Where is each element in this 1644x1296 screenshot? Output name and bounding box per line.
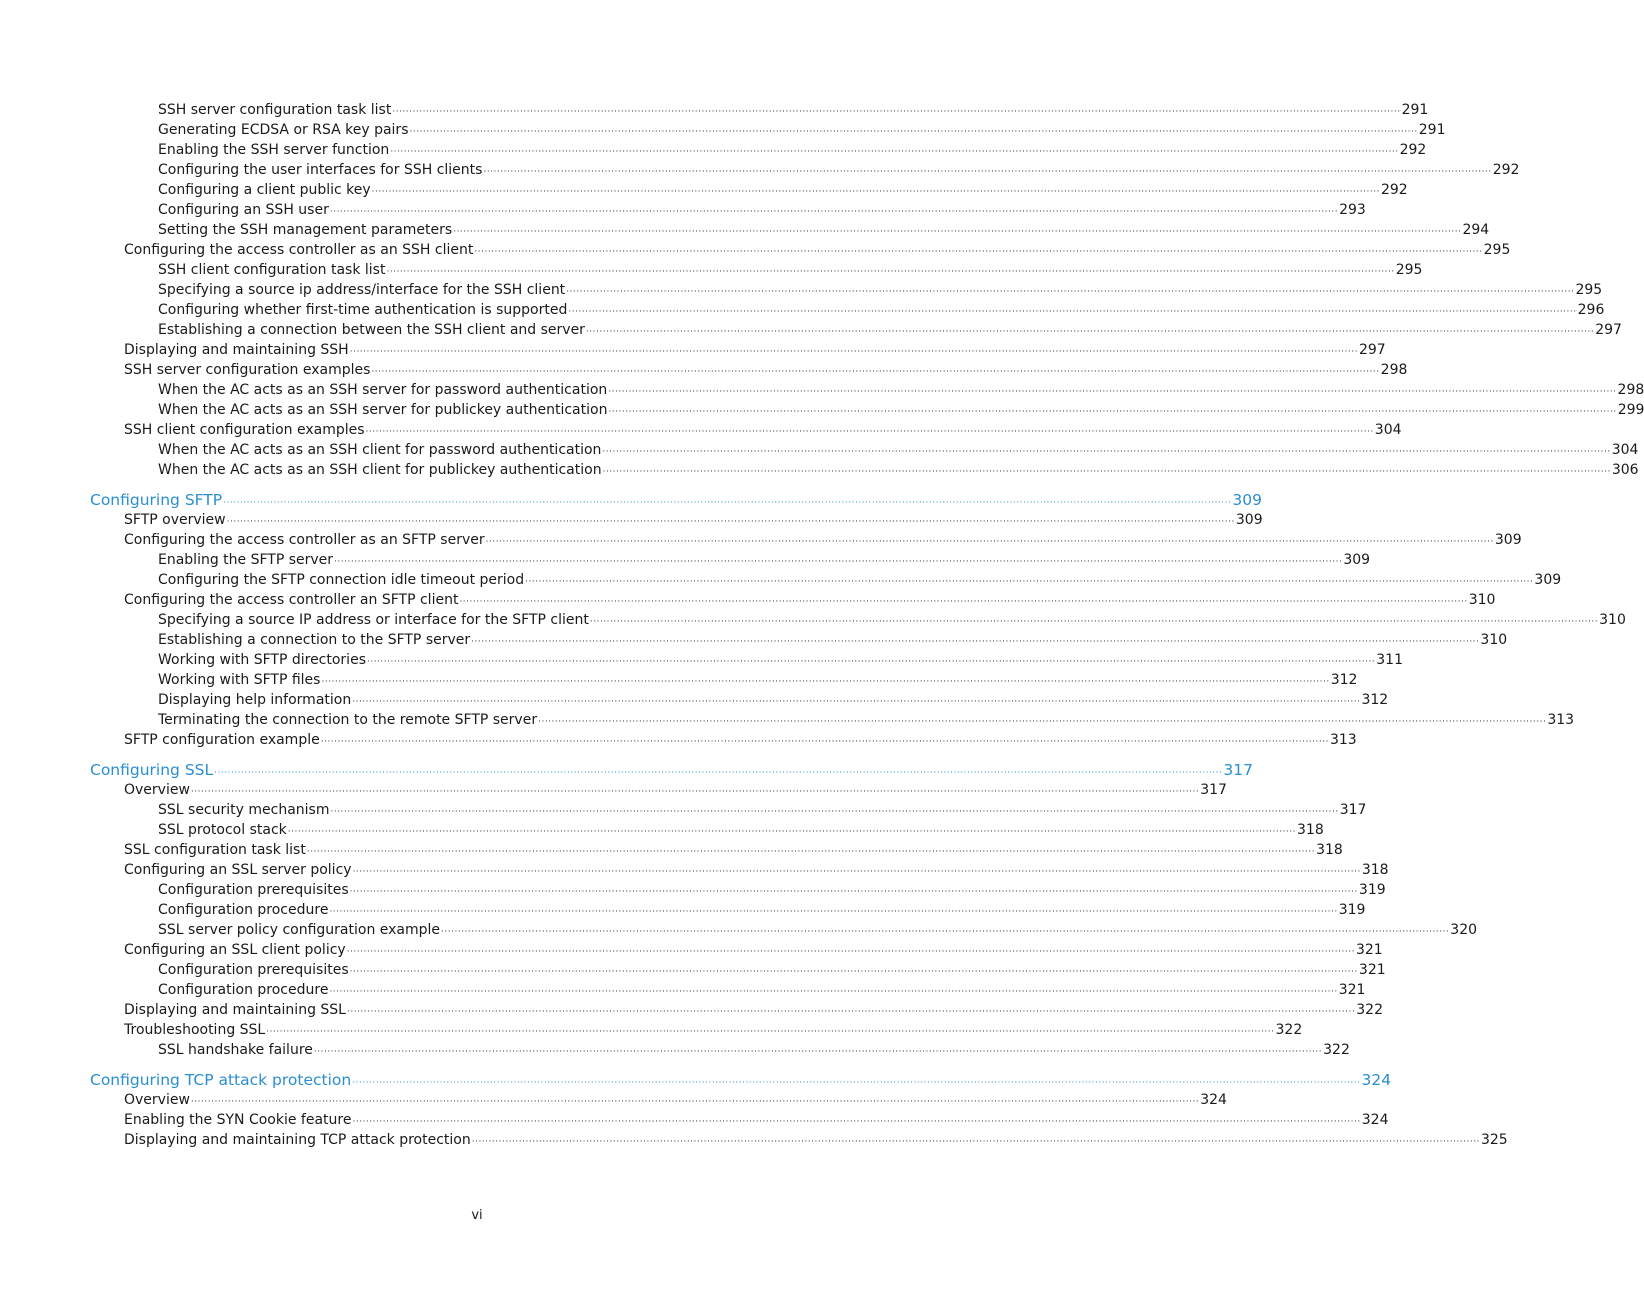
toc-entry-page: 298	[1617, 382, 1644, 398]
toc-entry-title: Configuring an SSL server policy	[124, 862, 352, 878]
toc-entry-page: 295	[1483, 242, 1511, 258]
toc-entry-title: Setting the SSH management parameters	[158, 222, 453, 238]
toc-entry-title: Terminating the connection to the remote SFTP server	[158, 712, 538, 728]
dot-leader: ············································································································································································································································································································	[226, 517, 1235, 527]
toc-entry-page: 297	[1595, 322, 1622, 338]
dot-leader: ············································································································································································································································································································	[371, 187, 1380, 197]
dot-leader: ············································································································································································································································································································	[538, 717, 1547, 727]
toc-entry-page: 309	[1235, 512, 1263, 528]
toc-entry-title: SSL security mechanism	[158, 802, 330, 818]
toc-entry-page: 304	[1374, 422, 1402, 438]
dot-leader: ············································································································································································································································································································	[287, 827, 1297, 837]
toc-subsection-entry[interactable]	[0, 160, 1520, 180]
toc-entry-title: Configuration prerequisites	[158, 882, 349, 898]
toc-entry-page: 309	[1232, 491, 1262, 509]
dot-leader: ············································································································································································································································································································	[334, 557, 1343, 567]
dot-leader: ············································································································································································································································································································	[566, 287, 1575, 297]
toc-entry-page: 317	[1223, 761, 1253, 779]
toc-entry-title: SSH client configuration examples	[124, 422, 365, 438]
toc-subsection-entry[interactable]	[0, 710, 1575, 730]
toc-subsection-entry[interactable]	[0, 630, 1508, 650]
page-number: vi	[471, 1208, 483, 1223]
toc-entry-title: Generating ECDSA or RSA key pairs	[158, 122, 409, 138]
toc-entry-page: 312	[1330, 672, 1358, 688]
toc-section-entry[interactable]	[0, 420, 1402, 440]
toc-entry-page: 294	[1462, 222, 1490, 238]
dot-leader: ············································································································································································································································································································	[329, 987, 1338, 997]
toc-subsection-entry[interactable]	[0, 550, 1371, 570]
toc-subsection-entry[interactable]	[0, 690, 1389, 710]
dot-leader: ············································································································································································································································································································	[392, 107, 1401, 117]
toc-entry-title: Overview	[124, 782, 190, 798]
toc-entry-title: Configuring the access controller an SFTP client	[124, 592, 459, 608]
dot-leader: ············································································································································································································································································································	[471, 637, 1480, 647]
dot-leader: ············································································································································································································································································································	[349, 347, 1358, 357]
toc-entry-page: 304	[1611, 442, 1639, 458]
dot-leader: ············································································································································································································································································································	[349, 887, 1358, 897]
toc-subsection-entry[interactable]	[0, 400, 1644, 420]
toc-entry-title: Configuring the user interfaces for SSH clients	[158, 162, 483, 178]
dot-leader: ············································································································································································································································································································	[474, 247, 1483, 257]
toc-entry-title: SSL configuration task list	[124, 842, 306, 858]
toc-subsection-entry[interactable]	[0, 300, 1605, 320]
toc-entry-title: SFTP overview	[124, 512, 226, 528]
toc-entry-title: Configuring SSL	[90, 761, 214, 779]
toc-subsection-entry[interactable]	[0, 140, 1427, 160]
dot-leader: ············································································································································································································································································································	[365, 427, 1374, 437]
toc-entry-title: When the AC acts as an SSH client for password authentication	[158, 442, 602, 458]
dot-leader: ············································································································································································································································································································	[329, 207, 1339, 217]
toc-entry-title: SSL protocol stack	[158, 822, 287, 838]
toc-entry-page: 309	[1494, 532, 1522, 548]
toc-entry-title: Configuration prerequisites	[158, 962, 349, 978]
toc-subsection-entry[interactable]	[0, 670, 1358, 690]
dot-leader: ············································································································································································································································································································	[608, 407, 1617, 417]
dot-leader: ············································································································································································································································································································	[453, 227, 1462, 237]
toc-entry-page: 296	[1577, 302, 1605, 318]
toc-subsection-entry[interactable]	[0, 880, 1386, 900]
toc-entry-page: 320	[1450, 922, 1478, 938]
dot-leader: ············································································································································································································································································································	[366, 657, 1376, 667]
toc-subsection-entry[interactable]	[0, 100, 1429, 120]
dot-leader: ············································································································································································································································································································	[352, 867, 1361, 877]
toc-entry-page: 291	[1418, 122, 1446, 138]
toc-section-entry[interactable]	[0, 1020, 1303, 1040]
toc-entry-page: 325	[1480, 1132, 1508, 1148]
dot-leader: ············································································································································································································································································································	[352, 1078, 1361, 1088]
dot-leader: ············································································································································································································································································································	[483, 167, 1492, 177]
toc-entry-page: 299	[1617, 402, 1644, 418]
toc-entry-title: Configuring an SSL client policy	[124, 942, 346, 958]
toc-entry-page: 292	[1380, 182, 1408, 198]
toc-entry-title: Displaying and maintaining TCP attack protection	[124, 1132, 471, 1148]
toc-entry-page: 291	[1401, 102, 1429, 118]
toc-entry-title: Working with SFTP files	[158, 672, 321, 688]
toc-subsection-entry[interactable]	[0, 900, 1366, 920]
dot-leader: ············································································································································································································································································································	[349, 967, 1358, 977]
toc-entry-title: Displaying help information	[158, 692, 352, 708]
toc-entry-title: When the AC acts as an SSH client for publickey authentication	[158, 462, 602, 478]
toc-subsection-entry[interactable]	[0, 280, 1603, 300]
toc-entry-page: 309	[1343, 552, 1371, 568]
toc-section-entry[interactable]	[0, 360, 1408, 380]
toc-chapter-entry[interactable]	[0, 1070, 1392, 1090]
toc-subsection-entry[interactable]	[0, 260, 1423, 280]
toc-section-entry[interactable]	[0, 730, 1357, 750]
dot-leader: ············································································································································································································································································································	[585, 327, 1595, 337]
toc-entry-page: 297	[1358, 342, 1386, 358]
toc-subsection-entry[interactable]	[0, 960, 1386, 980]
toc-entry-title: SSH client configuration task list	[158, 262, 386, 278]
toc-entry-page: 321	[1355, 942, 1383, 958]
toc-section-entry[interactable]	[0, 780, 1227, 800]
dot-leader: ············································································································································································································································································································	[386, 267, 1395, 277]
toc-entry-page: 319	[1358, 882, 1386, 898]
table-of-contents	[0, 100, 1644, 1150]
toc-entry-page: 292	[1492, 162, 1520, 178]
dot-leader: ············································································································································································································································································································	[371, 367, 1380, 377]
dot-leader: ············································································································································································································································································································	[602, 467, 1611, 477]
toc-subsection-entry[interactable]	[0, 180, 1408, 200]
toc-entry-page: 311	[1376, 652, 1403, 668]
toc-entry-page: 295	[1575, 282, 1603, 298]
dot-leader: ············································································································································································································································································································	[589, 617, 1599, 627]
toc-subsection-entry[interactable]	[0, 820, 1324, 840]
toc-subsection-entry[interactable]	[0, 610, 1626, 630]
toc-entry-title: SFTP configuration example	[124, 732, 320, 748]
toc-section-entry[interactable]	[0, 940, 1383, 960]
toc-entry-page: 306	[1611, 462, 1639, 478]
toc-entry-title: Establishing a connection to the SFTP server	[158, 632, 471, 648]
dot-leader: ············································································································································································································································································································	[329, 907, 1338, 917]
toc-subsection-entry[interactable]	[0, 380, 1644, 400]
dot-leader: ············································································································································································································································································································	[409, 127, 1418, 137]
toc-entry-page: 322	[1356, 1002, 1383, 1018]
toc-entry-page: 295	[1395, 262, 1423, 278]
toc-entry-title: Configuration procedure	[158, 902, 329, 918]
toc-section-entry[interactable]	[0, 840, 1343, 860]
toc-entry-page: 317	[1339, 802, 1367, 818]
dot-leader: ············································································································································································································································································································	[346, 1007, 1356, 1017]
toc-subsection-entry[interactable]	[0, 440, 1639, 460]
toc-entry-title: SSH server configuration task list	[158, 102, 392, 118]
toc-entry-page: 319	[1338, 902, 1366, 918]
toc-subsection-entry[interactable]	[0, 920, 1478, 940]
toc-chapter-entry[interactable]	[0, 490, 1262, 510]
dot-leader: ············································································································································································································································································································	[321, 677, 1330, 687]
toc-entry-title: Enabling the SSH server function	[158, 142, 390, 158]
toc-entry-title: Overview	[124, 1092, 190, 1108]
toc-entry-page: 310	[1599, 612, 1626, 628]
toc-entry-title: Configuring the access controller as an SFTP server	[124, 532, 485, 548]
toc-section-entry[interactable]	[0, 860, 1389, 880]
toc-entry-title: Specifying a source ip address/interface for the SSH client	[158, 282, 566, 298]
toc-subsection-entry[interactable]	[0, 220, 1490, 240]
dot-leader: ············································································································································································································································································································	[190, 1097, 1200, 1107]
toc-section-entry[interactable]	[0, 510, 1263, 530]
toc-subsection-entry[interactable]	[0, 980, 1366, 1000]
toc-section-entry[interactable]	[0, 530, 1522, 550]
toc-entry-title: Configuring an SSH user	[158, 202, 329, 218]
toc-entry-title: Working with SFTP directories	[158, 652, 366, 668]
toc-entry-title: Enabling the SYN Cookie feature	[124, 1112, 352, 1128]
toc-entry-page: 318	[1316, 842, 1343, 858]
toc-subsection-entry[interactable]	[0, 570, 1562, 590]
dot-leader: ············································································································································································································································································································	[602, 447, 1611, 457]
toc-section-entry[interactable]	[0, 240, 1511, 260]
toc-entry-title: SSH server configuration examples	[124, 362, 371, 378]
toc-entry-title: SSL server policy configuration example	[158, 922, 441, 938]
toc-entry-title: Configuration procedure	[158, 982, 329, 998]
dot-leader: ············································································································································································································································································································	[190, 787, 1200, 797]
dot-leader: ············································································································································································································································································································	[459, 597, 1468, 607]
toc-entry-title: Troubleshooting SSL	[124, 1022, 266, 1038]
dot-leader: ············································································································································································································································································································	[471, 1137, 1480, 1147]
toc-subsection-entry[interactable]	[0, 320, 1622, 340]
toc-entry-title: SSL handshake failure	[158, 1042, 313, 1058]
dot-leader: ············································································································································································································································································································	[330, 807, 1339, 817]
toc-entry-title: Configuring whether first-time authentication is supported	[158, 302, 568, 318]
toc-section-entry[interactable]	[0, 340, 1386, 360]
toc-subsection-entry[interactable]	[0, 1040, 1350, 1060]
dot-leader: ············································································································································································································································································································	[485, 537, 1494, 547]
toc-chapter-entry[interactable]	[0, 760, 1253, 780]
toc-entry-page: 293	[1339, 202, 1366, 218]
toc-subsection-entry[interactable]	[0, 650, 1403, 670]
dot-leader: ············································································································································································································································································································	[320, 737, 1329, 747]
toc-entry-title: Specifying a source IP address or interface for the SFTP client	[158, 612, 589, 628]
toc-section-entry[interactable]	[0, 1000, 1383, 1020]
toc-entry-title: Configuring SFTP	[90, 491, 223, 509]
toc-entry-page: 312	[1361, 692, 1389, 708]
toc-entry-page: 324	[1361, 1071, 1392, 1089]
dot-leader: ············································································································································································································································································································	[568, 307, 1577, 317]
toc-entry-title: Configuring the access controller as an SSH client	[124, 242, 474, 258]
toc-entry-page: 292	[1399, 142, 1427, 158]
toc-entry-title: Establishing a connection between the SSH client and server	[158, 322, 585, 338]
toc-entry-title: Configuring the SFTP connection idle timeout period	[158, 572, 525, 588]
dot-leader: ············································································································································································································································································································	[352, 697, 1361, 707]
toc-entry-page: 318	[1297, 822, 1324, 838]
toc-entry-page: 324	[1200, 1092, 1227, 1108]
dot-leader: ············································································································································································································································································································	[266, 1027, 1275, 1037]
toc-section-entry[interactable]	[0, 1130, 1508, 1150]
toc-entry-title: Displaying and maintaining SSL	[124, 1002, 346, 1018]
toc-entry-title: When the AC acts as an SSH server for password authentication	[158, 382, 608, 398]
toc-entry-title: Enabling the SFTP server	[158, 552, 334, 568]
dot-leader: ············································································································································································································································································································	[390, 147, 1399, 157]
toc-section-entry[interactable]	[0, 590, 1496, 610]
toc-entry-title: Configuring a client public key	[158, 182, 371, 198]
toc-subsection-entry[interactable]	[0, 200, 1366, 220]
toc-entry-page: 324	[1361, 1112, 1389, 1128]
dot-leader: ············································································································································································································································································································	[214, 768, 1223, 778]
dot-leader: ············································································································································································································································································································	[525, 577, 1534, 587]
dot-leader: ············································································································································································································································································································	[441, 927, 1450, 937]
dot-leader: ············································································································································································································································································································	[313, 1047, 1323, 1057]
toc-entry-title: Configuring TCP attack protection	[90, 1071, 352, 1089]
toc-entry-page: 322	[1323, 1042, 1350, 1058]
toc-entry-page: 310	[1480, 632, 1508, 648]
toc-entry-page: 298	[1380, 362, 1408, 378]
toc-entry-title: When the AC acts as an SSH server for publickey authentication	[158, 402, 608, 418]
toc-entry-page: 321	[1358, 962, 1386, 978]
dot-leader: ············································································································································································································································································································	[352, 1117, 1361, 1127]
toc-entry-page: 321	[1338, 982, 1366, 998]
dot-leader: ············································································································································································································································································································	[346, 947, 1355, 957]
dot-leader: ············································································································································································································································································································	[306, 847, 1316, 857]
toc-entry-page: 310	[1468, 592, 1496, 608]
toc-entry-page: 322	[1275, 1022, 1303, 1038]
toc-section-entry[interactable]	[0, 1110, 1389, 1130]
toc-subsection-entry[interactable]	[0, 120, 1446, 140]
toc-subsection-entry[interactable]	[0, 460, 1639, 480]
toc-subsection-entry[interactable]	[0, 800, 1367, 820]
toc-entry-page: 313	[1329, 732, 1357, 748]
toc-entry-page: 318	[1361, 862, 1389, 878]
dot-leader: ············································································································································································································································································································	[223, 498, 1232, 508]
dot-leader: ············································································································································································································································································································	[608, 387, 1617, 397]
toc-section-entry[interactable]	[0, 1090, 1227, 1110]
toc-entry-page: 313	[1547, 712, 1575, 728]
toc-entry-page: 309	[1534, 572, 1562, 588]
toc-entry-page: 317	[1200, 782, 1227, 798]
toc-entry-title: Displaying and maintaining SSH	[124, 342, 349, 358]
